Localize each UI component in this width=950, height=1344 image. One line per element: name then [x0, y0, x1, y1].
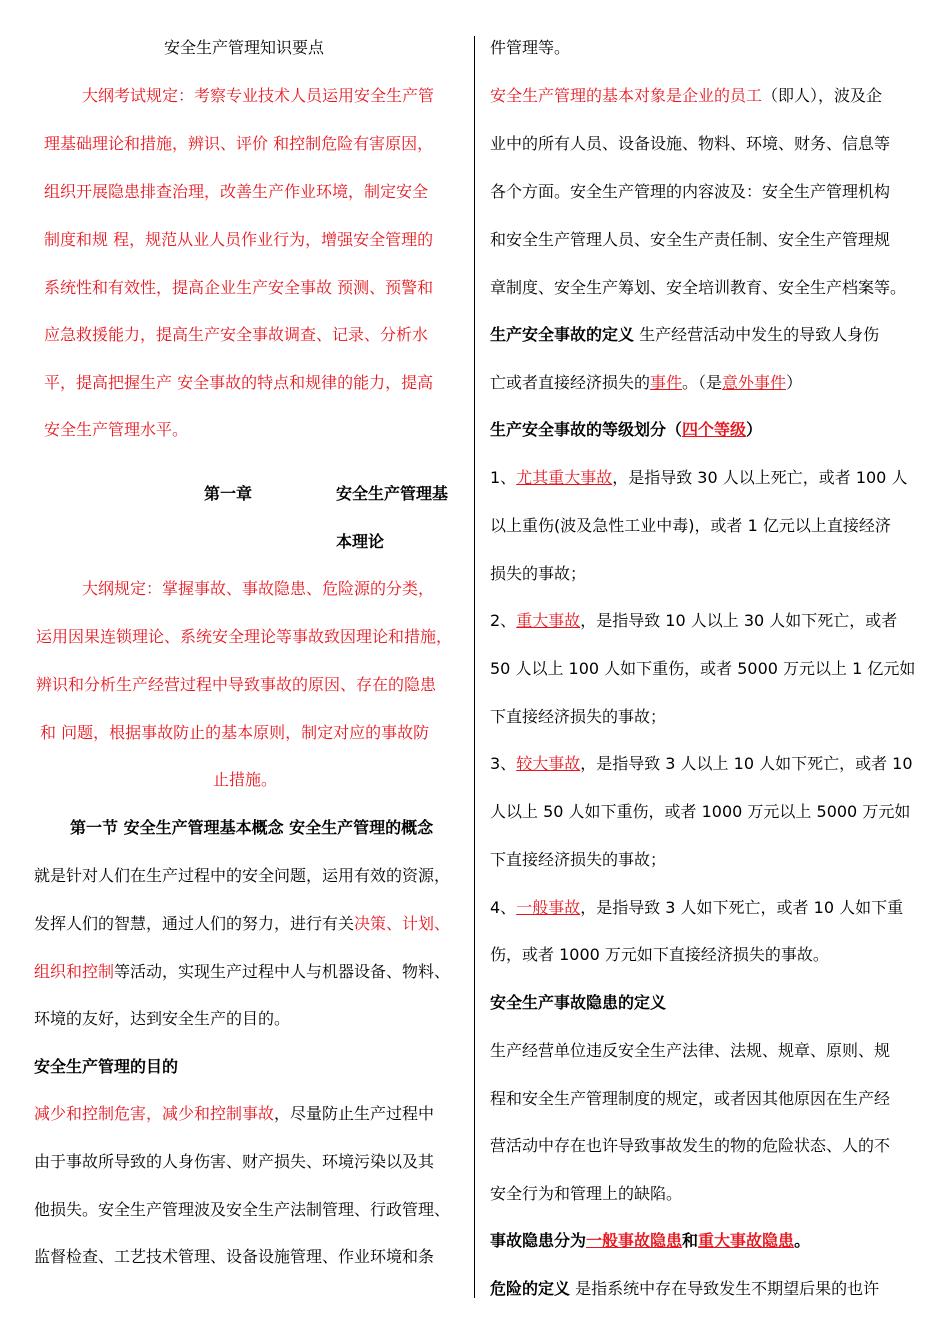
chapter-title-line1: 安全生产管理基	[336, 484, 449, 503]
grade-item-line: 伤，或者 1000 万元如下直接经济损失的事故。	[490, 945, 829, 964]
concept-line: 组织和控制等活动，实现生产过程中人与机器设备、物料、	[34, 962, 451, 981]
chapter-outline-line: 辨识和分析生产经营过程中导致事故的原因、存在的隐患	[36, 675, 437, 694]
object-line: 各个方面。安全生产管理的内容波及：安全生产管理机构	[490, 182, 891, 201]
outline-line: 系统性和有效性，提高企业生产安全事故 预测、预警和	[44, 278, 434, 297]
danger-heading: 危险的定义	[490, 1279, 571, 1298]
grade-item-line: 下直接经济损失的事故；	[490, 850, 667, 869]
grade-item: 2、重大事故，是指导致 10 人以上 30 人如下死亡，或者	[490, 611, 898, 630]
danger-definition-line: 危险的定义 是指系统中存在导致发生不期望后果的也许	[490, 1279, 880, 1298]
outline-line: 应急救援能力，提高生产安全事故调查、记录、分析水	[44, 325, 429, 344]
hazard-line: 营活动中存在也许导致事故发生的物的危险状态、人的不	[490, 1136, 891, 1155]
document-title: 安全生产管理知识要点	[163, 38, 324, 57]
column-divider	[474, 36, 475, 1298]
purpose-heading: 安全生产管理的目的	[34, 1057, 179, 1076]
chapter-outline-line: 止措施。	[213, 770, 278, 789]
outline-line: 组织开展隐患排查治理，改善生产作业环境，制定安全	[44, 182, 429, 201]
chapter-title-line2: 本理论	[336, 532, 385, 551]
accident-definition-line: 亡或者直接经济损失的事件。（是意外事件）	[490, 373, 803, 392]
object-line: 安全生产管理的基本对象是企业的员工（即人），波及企	[490, 86, 883, 105]
outline-line: 安全生产管理水平。	[44, 420, 189, 439]
hazard-line: 生产经营单位违反安全生产法律、法规、规章、原则、规	[490, 1041, 891, 1060]
purpose-line: 减少和控制危害，减少和控制事故，尽量防止生产过程中	[34, 1104, 435, 1123]
purpose-line: 由于事故所导致的人身伤害、财产损失、环境污染以及其	[34, 1152, 435, 1171]
grade-item-line: 50 人以上 100 人如下重伤，或者 5000 万元以上 1 亿元如	[490, 659, 916, 678]
continued-line: 件管理等。	[490, 38, 571, 57]
grade-item-line: 以上重伤(波及急性工业中毒)，或者 1 亿元以上直接经济	[490, 516, 891, 535]
concept-line: 就是针对人们在生产过程中的安全问题，运用有效的资源，	[34, 866, 451, 885]
hazard-classification: 事故隐患分为一般事故隐患和重大事故隐患。	[490, 1231, 811, 1250]
object-line: 和安全生产管理人员、安全生产责任制、安全生产管理规	[490, 230, 891, 249]
accident-definition-line: 生产安全事故的定义 生产经营活动中发生的导致人身伤	[490, 325, 880, 344]
chapter-outline-line: 运用因果连锁理论、系统安全理论等事故致因理论和措施，	[36, 627, 453, 646]
chapter-outline-line: 和 问题，根据事故防止的基本原则，制定对应的事故防	[40, 723, 430, 742]
hazard-heading: 安全生产事故隐患的定义	[490, 993, 667, 1012]
grade-item: 4、一般事故，是指导致 3 人如下死亡，或者 10 人如下重	[490, 898, 904, 917]
concept-line: 发挥人们的智慧，通过人们的努力，进行有关决策、计划、	[34, 914, 451, 933]
purpose-line: 他损失。安全生产管理波及安全生产法制管理、行政管理、	[34, 1200, 451, 1219]
outline-line: 理基础理论和措施，辨识、评价 和控制危险有害原因，	[44, 134, 434, 153]
outline-line: 平，提高把握生产 安全事故的特点和规律的能力，提高	[44, 373, 434, 392]
section-heading: 第一节 安全生产管理基本概念 安全生产管理的概念	[70, 818, 434, 837]
grade-item: 1、尤其重大事故，是指导致 30 人以上死亡，或者 100 人	[490, 468, 908, 487]
purpose-line: 监督检查、工艺技术管理、设备设施管理、作业环境和条	[34, 1247, 435, 1266]
hazard-line: 安全行为和管理上的缺陷。	[490, 1184, 683, 1203]
outline-line: 大纲考试规定：考察专业技术人员运用安全生产管	[82, 86, 435, 105]
concept-line: 环境的友好，达到安全生产的目的。	[34, 1009, 291, 1028]
outline-line: 制度和规 程，规范从业人员作业行为，增强安全管理的	[44, 230, 434, 249]
object-line: 业中的所有人员、设备设施、物料、环境、财务、信息等	[490, 134, 891, 153]
grade-item: 3、较大事故，是指导致 3 人以上 10 人如下死亡，或者 10	[490, 754, 913, 773]
object-line: 章制度、安全生产筹划、安全培训教育、安全生产档案等。	[490, 278, 907, 297]
hazard-line: 程和安全生产管理制度的规定，或者因其他原因在生产经	[490, 1089, 891, 1108]
chapter-label: 第一章	[204, 484, 253, 503]
grade-item-line: 人以上 50 人如下重伤，或者 1000 万元以上 5000 万元如	[490, 802, 911, 821]
grade-item-line: 损失的事故；	[490, 564, 587, 583]
grade-heading: 生产安全事故的等级划分（四个等级）	[490, 420, 763, 439]
chapter-outline-line: 大纲规定：掌握事故、事故隐患、危险源的分类，	[82, 579, 435, 598]
grade-item-line: 下直接经济损失的事故；	[490, 707, 667, 726]
accident-definition-heading: 生产安全事故的定义	[490, 325, 635, 344]
